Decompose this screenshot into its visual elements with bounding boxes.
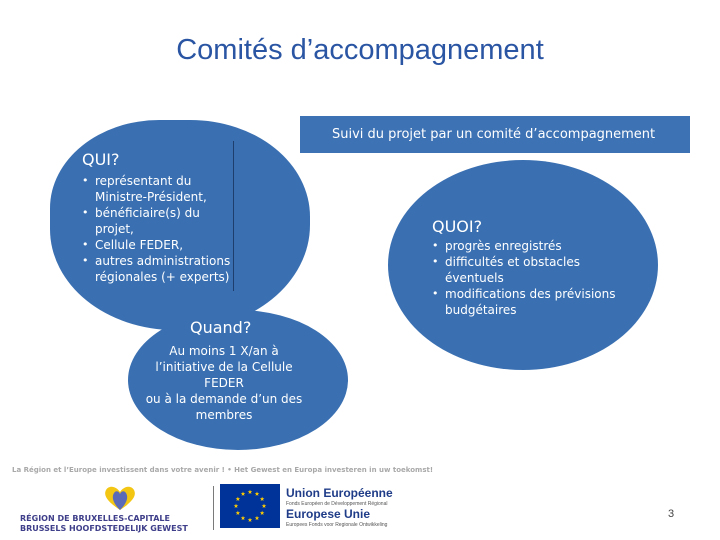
quand-heading: Quand?: [190, 318, 252, 337]
list-item: • bénéficiaire(s) du projet,: [82, 205, 242, 237]
qui-heading: QUI?: [82, 150, 120, 169]
quand-line: ou à la demande d’un des: [145, 392, 303, 406]
eu-subtitle-fr: Fonds Européen de Développement Régional: [286, 501, 388, 507]
list-item: • modifications des prévisions budgétaires: [432, 286, 622, 318]
brussels-region-logo: [16, 484, 206, 534]
brussels-region-name-fr: RÉGION DE BRUXELLES-CAPITALE: [20, 514, 170, 523]
list-item: • représentant du Ministre-Président,: [82, 173, 242, 205]
eu-flag-icon: [220, 484, 280, 528]
banner-follow-up: Suivi du projet par un comité d’accompagnement: [300, 116, 690, 153]
quoi-list: [432, 238, 622, 318]
quand-line: membres: [195, 408, 253, 422]
page-number: 3: [668, 508, 675, 520]
quand-line: Au moins 1 X/an à: [169, 344, 279, 358]
brussels-region-name-nl: BRUSSELS HOOFDSTEDELIJK GEWEST: [20, 524, 188, 533]
slide-title: Comités d’accompagnement: [176, 34, 544, 66]
list-item: • autres administrations régionales (+ experts): [82, 253, 242, 285]
list-item: • progrès enregistrés: [432, 238, 622, 254]
footer-tagline: La Région et l’Europe investissent dans votre avenir ! • Het Gewest en Europa investeren in uw toekomst!: [12, 466, 434, 474]
eu-title-fr: Union Européenne: [286, 486, 393, 500]
list-item: • Cellule FEDER,: [82, 237, 242, 253]
logo-separator: [213, 486, 214, 530]
qui-list: [82, 173, 242, 285]
quand-text: [140, 343, 308, 423]
eu-title-nl: Europese Unie: [286, 507, 371, 521]
brussels-heart-icon: [102, 484, 138, 512]
quand-line: l’initiative de la Cellule: [155, 360, 293, 374]
quand-line: FEDER: [204, 376, 244, 390]
quoi-heading: QUOI?: [432, 217, 483, 236]
eu-subtitle-nl: Europees Fonds voor Regionale Ontwikkeling: [286, 522, 388, 528]
list-item: • difficultés et obstacles éventuels: [432, 254, 622, 286]
